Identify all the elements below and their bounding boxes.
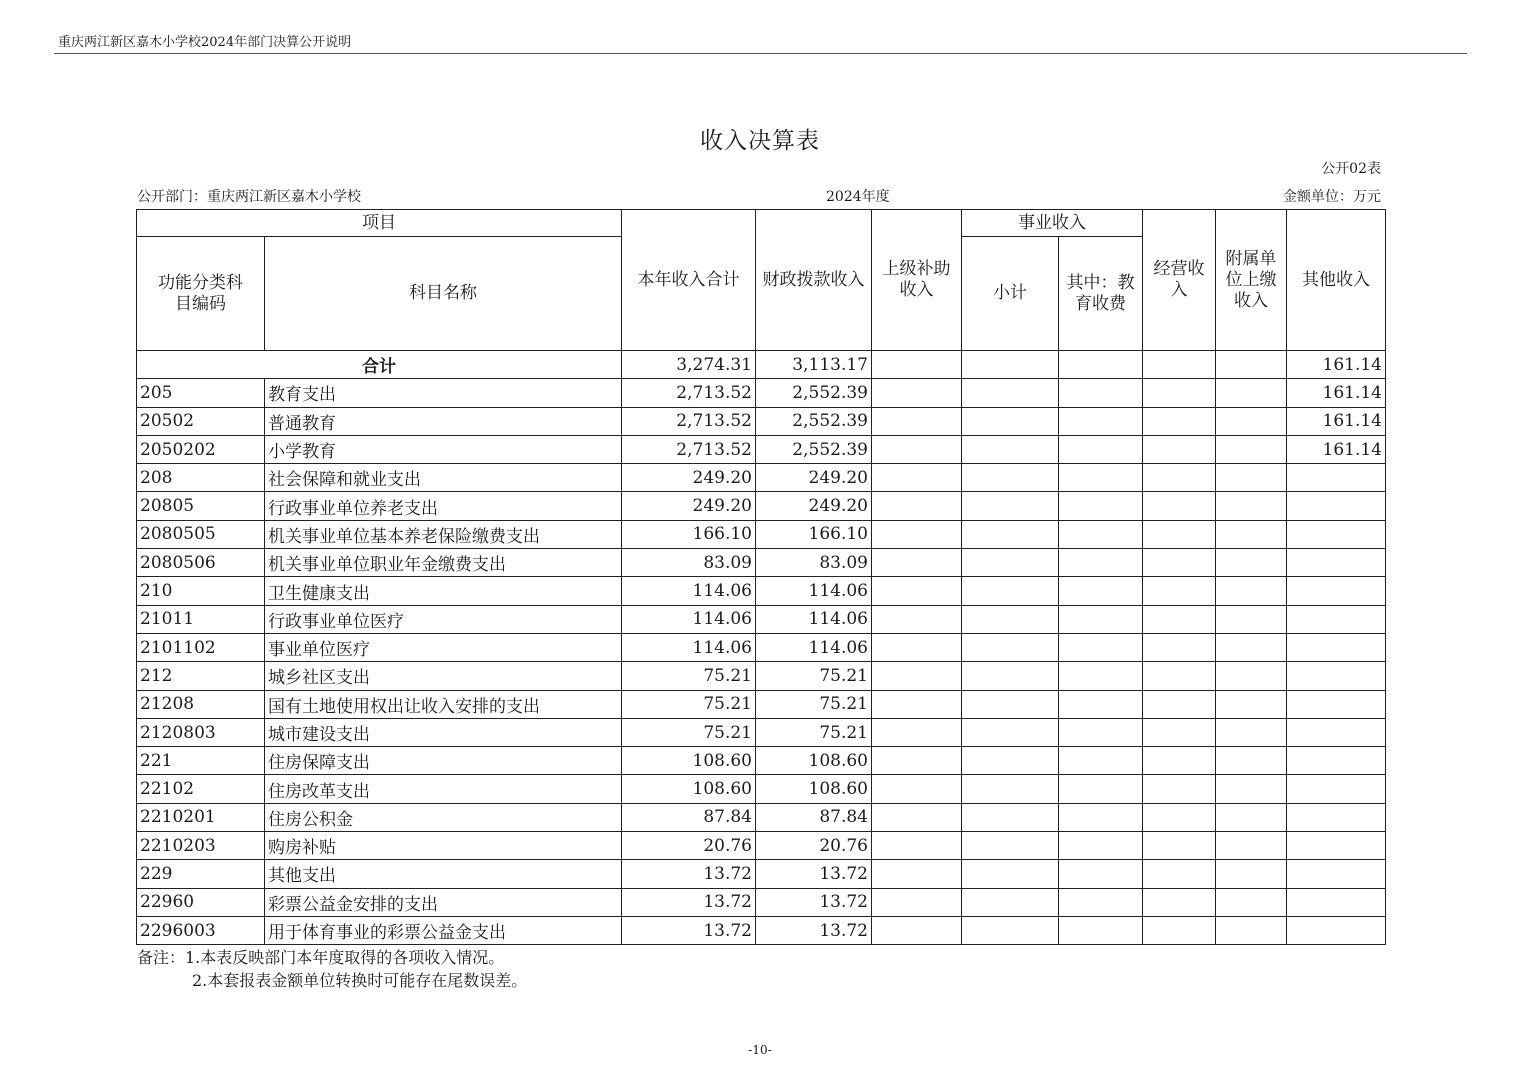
row-edu-fee-cell bbox=[1059, 633, 1143, 661]
row-operating-cell bbox=[1143, 407, 1216, 435]
row-edu-fee-cell bbox=[1059, 379, 1143, 407]
table-row bbox=[137, 407, 1386, 435]
total-income-cell: 3,274.31 bbox=[622, 351, 756, 379]
running-head: 重庆两江新区嘉木小学校2024年部门决算公开说明 bbox=[58, 35, 352, 50]
row-subtotal-cell bbox=[962, 549, 1059, 577]
table-row bbox=[137, 577, 1386, 605]
row-total-cell: 13.72 bbox=[622, 888, 756, 916]
row-superior-cell bbox=[872, 435, 962, 463]
row-superior-cell bbox=[872, 577, 962, 605]
row-name-cell: 住房公积金 bbox=[265, 803, 622, 831]
row-code-cell: 2080505 bbox=[137, 520, 265, 548]
row-edu-fee-cell bbox=[1059, 520, 1143, 548]
table-row bbox=[137, 520, 1386, 548]
row-other-cell: 161.14 bbox=[1287, 435, 1386, 463]
row-operating-cell bbox=[1143, 718, 1216, 746]
row-operating-cell bbox=[1143, 916, 1216, 944]
row-operating-cell bbox=[1143, 464, 1216, 492]
total-other-cell: 161.14 bbox=[1287, 351, 1386, 379]
row-code-cell: 229 bbox=[137, 860, 265, 888]
row-total-cell: 13.72 bbox=[622, 916, 756, 944]
row-other-cell bbox=[1287, 803, 1386, 831]
row-subtotal-cell bbox=[962, 832, 1059, 860]
row-name-cell: 机关事业单位职业年金缴费支出 bbox=[265, 549, 622, 577]
row-code-cell: 212 bbox=[137, 662, 265, 690]
row-total-cell: 249.20 bbox=[622, 464, 756, 492]
row-operating-cell bbox=[1143, 549, 1216, 577]
table-row bbox=[137, 435, 1386, 463]
row-other-cell bbox=[1287, 605, 1386, 633]
row-other-cell bbox=[1287, 662, 1386, 690]
row-code-cell: 2080506 bbox=[137, 549, 265, 577]
row-operating-cell bbox=[1143, 577, 1216, 605]
row-affiliate-cell bbox=[1216, 520, 1287, 548]
row-affiliate-cell bbox=[1216, 916, 1287, 944]
row-operating-cell bbox=[1143, 747, 1216, 775]
table-row bbox=[137, 803, 1386, 831]
row-edu-fee-cell bbox=[1059, 860, 1143, 888]
total-superior-cell bbox=[872, 351, 962, 379]
header-subtotal: 小计 bbox=[962, 237, 1059, 351]
row-total-cell: 87.84 bbox=[622, 803, 756, 831]
table-row bbox=[137, 633, 1386, 661]
row-fiscal-cell: 13.72 bbox=[756, 916, 872, 944]
row-edu-fee-cell bbox=[1059, 577, 1143, 605]
row-fiscal-cell: 249.20 bbox=[756, 492, 872, 520]
row-fiscal-cell: 20.76 bbox=[756, 832, 872, 860]
row-name-cell: 城市建设支出 bbox=[265, 718, 622, 746]
row-code-cell: 20805 bbox=[137, 492, 265, 520]
row-edu-fee-cell bbox=[1059, 747, 1143, 775]
row-total-cell: 13.72 bbox=[622, 860, 756, 888]
row-superior-cell bbox=[872, 662, 962, 690]
row-name-cell: 购房补贴 bbox=[265, 832, 622, 860]
row-fiscal-cell: 75.21 bbox=[756, 718, 872, 746]
row-name-cell: 用于体育事业的彩票公益金支出 bbox=[265, 916, 622, 944]
table-row bbox=[137, 379, 1386, 407]
row-subtotal-cell bbox=[962, 633, 1059, 661]
header-subject-name: 科目名称 bbox=[265, 237, 622, 351]
row-total-cell: 75.21 bbox=[622, 690, 756, 718]
row-affiliate-cell bbox=[1216, 633, 1287, 661]
table-row bbox=[137, 690, 1386, 718]
table-row bbox=[137, 718, 1386, 746]
row-edu-fee-cell bbox=[1059, 916, 1143, 944]
row-affiliate-cell bbox=[1216, 888, 1287, 916]
row-subtotal-cell bbox=[962, 690, 1059, 718]
row-operating-cell bbox=[1143, 605, 1216, 633]
row-subtotal-cell bbox=[962, 775, 1059, 803]
row-superior-cell bbox=[872, 888, 962, 916]
row-superior-cell bbox=[872, 520, 962, 548]
row-code-cell: 2120803 bbox=[137, 718, 265, 746]
row-subtotal-cell bbox=[962, 464, 1059, 492]
row-other-cell bbox=[1287, 464, 1386, 492]
row-name-cell: 普通教育 bbox=[265, 407, 622, 435]
page-title: 收入决算表 bbox=[700, 128, 820, 154]
row-fiscal-cell: 2,552.39 bbox=[756, 435, 872, 463]
total-edu-fee-cell bbox=[1059, 351, 1143, 379]
row-fiscal-cell: 2,552.39 bbox=[756, 407, 872, 435]
row-affiliate-cell bbox=[1216, 832, 1287, 860]
row-subtotal-cell bbox=[962, 662, 1059, 690]
row-fiscal-cell: 108.60 bbox=[756, 747, 872, 775]
header-other: 其他收入 bbox=[1287, 210, 1386, 351]
row-operating-cell bbox=[1143, 379, 1216, 407]
row-code-cell: 2296003 bbox=[137, 916, 265, 944]
row-code-cell: 2050202 bbox=[137, 435, 265, 463]
department-label: 公开部门：重庆两江新区嘉木小学校 bbox=[137, 189, 361, 205]
row-operating-cell bbox=[1143, 832, 1216, 860]
row-edu-fee-cell bbox=[1059, 803, 1143, 831]
row-fiscal-cell: 13.72 bbox=[756, 888, 872, 916]
total-row bbox=[137, 351, 1386, 379]
row-code-cell: 22960 bbox=[137, 888, 265, 916]
row-name-cell: 住房保障支出 bbox=[265, 747, 622, 775]
row-other-cell bbox=[1287, 492, 1386, 520]
header-rule bbox=[54, 53, 1467, 54]
total-affiliate-cell bbox=[1216, 351, 1287, 379]
row-operating-cell bbox=[1143, 435, 1216, 463]
row-edu-fee-cell bbox=[1059, 407, 1143, 435]
row-fiscal-cell: 114.06 bbox=[756, 605, 872, 633]
table-row bbox=[137, 775, 1386, 803]
row-code-cell: 21011 bbox=[137, 605, 265, 633]
row-other-cell bbox=[1287, 775, 1386, 803]
table-row bbox=[137, 832, 1386, 860]
row-total-cell: 108.60 bbox=[622, 747, 756, 775]
header-superior-subsidy: 上级补助收入 bbox=[872, 210, 962, 351]
row-operating-cell bbox=[1143, 860, 1216, 888]
row-fiscal-cell: 83.09 bbox=[756, 549, 872, 577]
row-superior-cell bbox=[872, 633, 962, 661]
row-other-cell bbox=[1287, 860, 1386, 888]
row-fiscal-cell: 75.21 bbox=[756, 662, 872, 690]
row-affiliate-cell bbox=[1216, 407, 1287, 435]
header-edu-fee: 其中：教育收费 bbox=[1059, 237, 1143, 351]
row-total-cell: 114.06 bbox=[622, 605, 756, 633]
note-2: 2.本套报表金额单位转换时可能存在尾数误差。 bbox=[192, 971, 528, 990]
row-code-cell: 2101102 bbox=[137, 633, 265, 661]
row-code-cell: 21208 bbox=[137, 690, 265, 718]
row-edu-fee-cell bbox=[1059, 718, 1143, 746]
row-operating-cell bbox=[1143, 690, 1216, 718]
table-row bbox=[137, 888, 1386, 916]
row-subtotal-cell bbox=[962, 435, 1059, 463]
header-func-code: 功能分类科目编码 bbox=[137, 237, 265, 351]
row-total-cell: 2,713.52 bbox=[622, 435, 756, 463]
row-affiliate-cell bbox=[1216, 747, 1287, 775]
row-operating-cell bbox=[1143, 803, 1216, 831]
row-subtotal-cell bbox=[962, 407, 1059, 435]
row-name-cell: 教育支出 bbox=[265, 379, 622, 407]
row-superior-cell bbox=[872, 803, 962, 831]
row-subtotal-cell bbox=[962, 577, 1059, 605]
row-name-cell: 彩票公益金安排的支出 bbox=[265, 888, 622, 916]
row-name-cell: 卫生健康支出 bbox=[265, 577, 622, 605]
row-operating-cell bbox=[1143, 775, 1216, 803]
table-row bbox=[137, 605, 1386, 633]
row-name-cell: 社会保障和就业支出 bbox=[265, 464, 622, 492]
row-affiliate-cell bbox=[1216, 775, 1287, 803]
page-number: -10- bbox=[748, 1043, 772, 1057]
row-fiscal-cell: 13.72 bbox=[756, 860, 872, 888]
row-affiliate-cell bbox=[1216, 549, 1287, 577]
row-other-cell bbox=[1287, 520, 1386, 548]
row-name-cell: 国有土地使用权出让收入安排的支出 bbox=[265, 690, 622, 718]
row-total-cell: 83.09 bbox=[622, 549, 756, 577]
row-subtotal-cell bbox=[962, 916, 1059, 944]
row-edu-fee-cell bbox=[1059, 832, 1143, 860]
row-edu-fee-cell bbox=[1059, 888, 1143, 916]
row-subtotal-cell bbox=[962, 492, 1059, 520]
row-affiliate-cell bbox=[1216, 860, 1287, 888]
row-code-cell: 2210203 bbox=[137, 832, 265, 860]
fiscal-year: 2024年度 bbox=[826, 189, 890, 205]
row-subtotal-cell bbox=[962, 860, 1059, 888]
row-fiscal-cell: 166.10 bbox=[756, 520, 872, 548]
row-operating-cell bbox=[1143, 633, 1216, 661]
row-fiscal-cell: 75.21 bbox=[756, 690, 872, 718]
row-other-cell: 161.14 bbox=[1287, 379, 1386, 407]
row-affiliate-cell bbox=[1216, 662, 1287, 690]
row-subtotal-cell bbox=[962, 803, 1059, 831]
row-total-cell: 20.76 bbox=[622, 832, 756, 860]
row-edu-fee-cell bbox=[1059, 662, 1143, 690]
row-subtotal-cell bbox=[962, 379, 1059, 407]
row-name-cell: 小学教育 bbox=[265, 435, 622, 463]
note-1: 备注：1.本表反映部门本年度取得的各项收入情况。 bbox=[137, 948, 505, 967]
row-name-cell: 城乡社区支出 bbox=[265, 662, 622, 690]
row-name-cell: 行政事业单位养老支出 bbox=[265, 492, 622, 520]
row-name-cell: 其他支出 bbox=[265, 860, 622, 888]
row-total-cell: 166.10 bbox=[622, 520, 756, 548]
header-total-income: 本年收入合计 bbox=[622, 210, 756, 351]
row-name-cell: 住房改革支出 bbox=[265, 775, 622, 803]
table-row bbox=[137, 747, 1386, 775]
row-superior-cell bbox=[872, 407, 962, 435]
row-edu-fee-cell bbox=[1059, 492, 1143, 520]
row-affiliate-cell bbox=[1216, 803, 1287, 831]
row-edu-fee-cell bbox=[1059, 605, 1143, 633]
row-code-cell: 221 bbox=[137, 747, 265, 775]
row-affiliate-cell bbox=[1216, 379, 1287, 407]
row-total-cell: 75.21 bbox=[622, 718, 756, 746]
row-total-cell: 2,713.52 bbox=[622, 407, 756, 435]
table-row bbox=[137, 464, 1386, 492]
row-superior-cell bbox=[872, 916, 962, 944]
row-superior-cell bbox=[872, 492, 962, 520]
row-superior-cell bbox=[872, 690, 962, 718]
row-subtotal-cell bbox=[962, 747, 1059, 775]
table-row bbox=[137, 662, 1386, 690]
row-affiliate-cell bbox=[1216, 492, 1287, 520]
row-subtotal-cell bbox=[962, 605, 1059, 633]
row-affiliate-cell bbox=[1216, 464, 1287, 492]
row-fiscal-cell: 108.60 bbox=[756, 775, 872, 803]
row-superior-cell bbox=[872, 464, 962, 492]
row-code-cell: 205 bbox=[137, 379, 265, 407]
row-superior-cell bbox=[872, 775, 962, 803]
header-business-income: 事业收入 bbox=[962, 210, 1143, 237]
row-fiscal-cell: 2,552.39 bbox=[756, 379, 872, 407]
header-fiscal: 财政拨款收入 bbox=[756, 210, 872, 351]
row-other-cell bbox=[1287, 832, 1386, 860]
table-row bbox=[137, 549, 1386, 577]
row-total-cell: 249.20 bbox=[622, 492, 756, 520]
row-total-cell: 114.06 bbox=[622, 633, 756, 661]
row-code-cell: 208 bbox=[137, 464, 265, 492]
row-operating-cell bbox=[1143, 520, 1216, 548]
row-affiliate-cell bbox=[1216, 435, 1287, 463]
row-code-cell: 22102 bbox=[137, 775, 265, 803]
row-affiliate-cell bbox=[1216, 577, 1287, 605]
total-fiscal-cell: 3,113.17 bbox=[756, 351, 872, 379]
row-other-cell bbox=[1287, 747, 1386, 775]
row-other-cell bbox=[1287, 718, 1386, 746]
table-row bbox=[137, 916, 1386, 944]
row-operating-cell bbox=[1143, 888, 1216, 916]
row-superior-cell bbox=[872, 747, 962, 775]
row-superior-cell bbox=[872, 549, 962, 577]
row-operating-cell bbox=[1143, 662, 1216, 690]
row-other-cell bbox=[1287, 916, 1386, 944]
row-superior-cell bbox=[872, 605, 962, 633]
row-fiscal-cell: 249.20 bbox=[756, 464, 872, 492]
row-edu-fee-cell bbox=[1059, 464, 1143, 492]
row-other-cell bbox=[1287, 577, 1386, 605]
row-edu-fee-cell bbox=[1059, 435, 1143, 463]
row-edu-fee-cell bbox=[1059, 775, 1143, 803]
row-superior-cell bbox=[872, 860, 962, 888]
total-label: 合计 bbox=[137, 351, 622, 379]
row-edu-fee-cell bbox=[1059, 549, 1143, 577]
header-operating: 经营收入 bbox=[1143, 210, 1216, 351]
row-total-cell: 108.60 bbox=[622, 775, 756, 803]
income-table bbox=[136, 209, 1386, 945]
table-row bbox=[137, 492, 1386, 520]
notes bbox=[137, 946, 527, 992]
row-fiscal-cell: 114.06 bbox=[756, 633, 872, 661]
row-total-cell: 2,713.52 bbox=[622, 379, 756, 407]
row-other-cell: 161.14 bbox=[1287, 407, 1386, 435]
row-fiscal-cell: 114.06 bbox=[756, 577, 872, 605]
row-superior-cell bbox=[872, 832, 962, 860]
row-subtotal-cell bbox=[962, 718, 1059, 746]
row-affiliate-cell bbox=[1216, 718, 1287, 746]
row-total-cell: 75.21 bbox=[622, 662, 756, 690]
total-operating-cell bbox=[1143, 351, 1216, 379]
row-edu-fee-cell bbox=[1059, 690, 1143, 718]
table-row bbox=[137, 860, 1386, 888]
row-other-cell bbox=[1287, 888, 1386, 916]
row-code-cell: 2210201 bbox=[137, 803, 265, 831]
form-number: 公开02表 bbox=[1321, 161, 1381, 177]
row-name-cell: 机关事业单位基本养老保险缴费支出 bbox=[265, 520, 622, 548]
row-other-cell bbox=[1287, 549, 1386, 577]
row-superior-cell bbox=[872, 379, 962, 407]
row-superior-cell bbox=[872, 718, 962, 746]
amount-unit: 金额单位：万元 bbox=[1283, 189, 1381, 205]
row-other-cell bbox=[1287, 690, 1386, 718]
row-affiliate-cell bbox=[1216, 605, 1287, 633]
row-subtotal-cell bbox=[962, 520, 1059, 548]
total-subtotal-cell bbox=[962, 351, 1059, 379]
header-item: 项目 bbox=[137, 210, 622, 237]
header-affiliate: 附属单位上缴收入 bbox=[1216, 210, 1287, 351]
row-subtotal-cell bbox=[962, 888, 1059, 916]
row-operating-cell bbox=[1143, 492, 1216, 520]
row-total-cell: 114.06 bbox=[622, 577, 756, 605]
row-code-cell: 210 bbox=[137, 577, 265, 605]
row-fiscal-cell: 87.84 bbox=[756, 803, 872, 831]
row-name-cell: 事业单位医疗 bbox=[265, 633, 622, 661]
row-affiliate-cell bbox=[1216, 690, 1287, 718]
row-name-cell: 行政事业单位医疗 bbox=[265, 605, 622, 633]
row-code-cell: 20502 bbox=[137, 407, 265, 435]
row-other-cell bbox=[1287, 633, 1386, 661]
